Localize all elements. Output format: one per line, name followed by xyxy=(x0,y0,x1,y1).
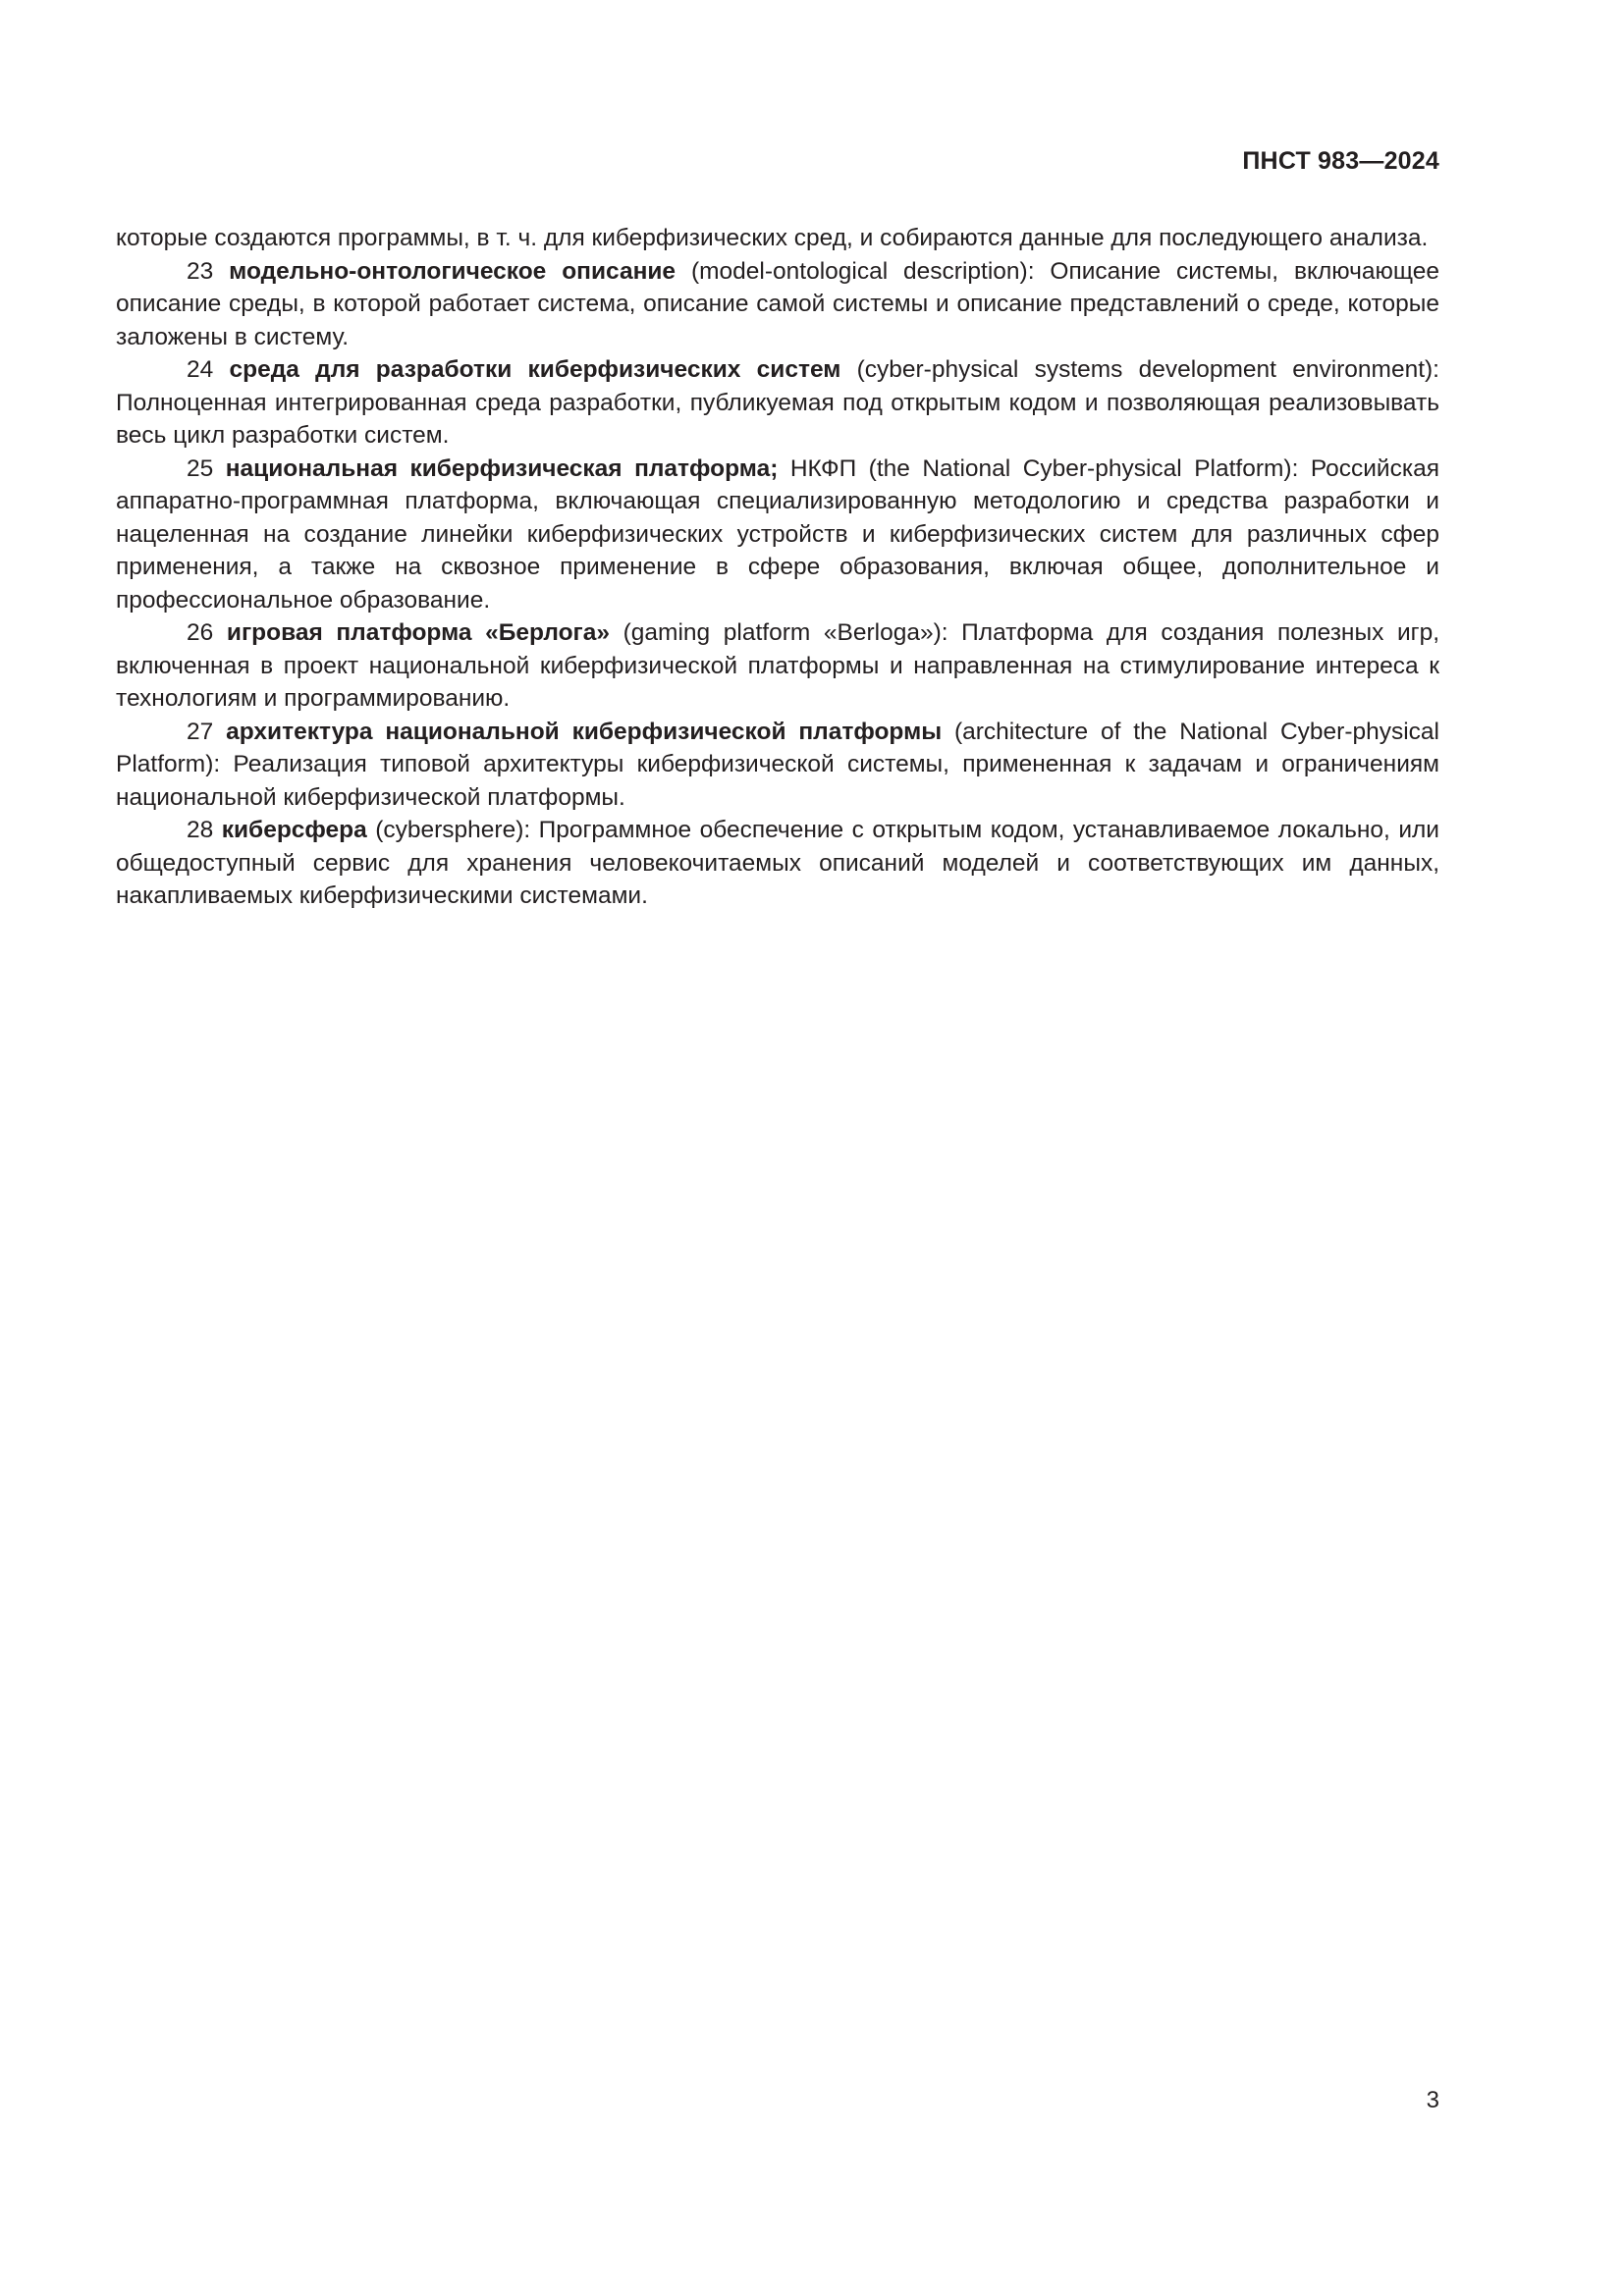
term-entry-24 xyxy=(116,353,1439,453)
term-definition: НКФП (the National Cyber-physical Platform): Российская аппаратно-программная платформа, включающая специализированную методологию и средства разработки и нацеленная на создание линейки киберфизических устройств и киберфизических систем для различных сфер применения, а также на сквозное применение в сфере образования, включая общее, дополнительное и профессиональное образование. xyxy=(116,454,1440,614)
term-number: 24 xyxy=(187,356,214,383)
continuation-paragraph: которые создаются программы, в т. ч. для киберфизических сред, и собираются данные для последующего анализа. xyxy=(116,225,1429,251)
term-entry-23 xyxy=(116,255,1439,354)
term-number: 26 xyxy=(187,619,214,646)
term-definition: (cyber-physical systems development environment): Полноценная интегрированная среда разработки, публикуемая под открытым кодом и позволяющая реализовывать весь цикл разработки систем. xyxy=(116,356,1439,449)
term-entry-27 xyxy=(116,716,1439,815)
term-name: среда для разработки киберфизических систем xyxy=(229,356,841,383)
term-name: национальная киберфизическая платформа; xyxy=(225,454,779,482)
term-definition: (architecture of the National Cyber-physical Platform): Реализация типовой архитектуры киберфизической системы, примененная к задачам и ограничениям национальной киберфизической платформы. xyxy=(116,718,1440,811)
term-name: архитектура национальной киберфизической платформы xyxy=(226,718,943,745)
term-entry-28 xyxy=(116,814,1439,913)
term-name: киберсфера xyxy=(221,817,367,843)
document-id-header: ПНСТ 983—2024 xyxy=(1242,147,1439,175)
term-definition: (model-ontological description): Описание системы, включающее описание среды, в которой работает система, описание самой системы и описание представлений о среде, которые заложены в систему. xyxy=(116,257,1439,350)
page-number: 3 xyxy=(1426,2087,1439,2113)
term-name: игровая платформа «Берлога» xyxy=(226,619,611,646)
term-entry-25 xyxy=(116,453,1439,617)
term-definition: (gaming platform «Berloga»): Платформа для создания полезных игр, включенная в проект национальной киберфизической платформы и направленная на стимулирование интереса к технологиям и программированию. xyxy=(116,619,1439,712)
term-number: 23 xyxy=(187,257,214,285)
term-number: 28 xyxy=(187,817,214,843)
term-number: 25 xyxy=(187,454,214,482)
term-name: модельно-онтологическое описание xyxy=(229,257,677,285)
term-number: 27 xyxy=(187,718,214,745)
term-definition: (cybersphere): Программное обеспечение с открытым кодом, устанавливаемое локально, или общедоступный сервис для хранения человекочитаемых описаний моделей и соответствующих им данных, накапливаемых киберфизическими системами. xyxy=(116,817,1439,909)
term-entry-26 xyxy=(116,616,1439,716)
terms-body xyxy=(116,222,1439,913)
